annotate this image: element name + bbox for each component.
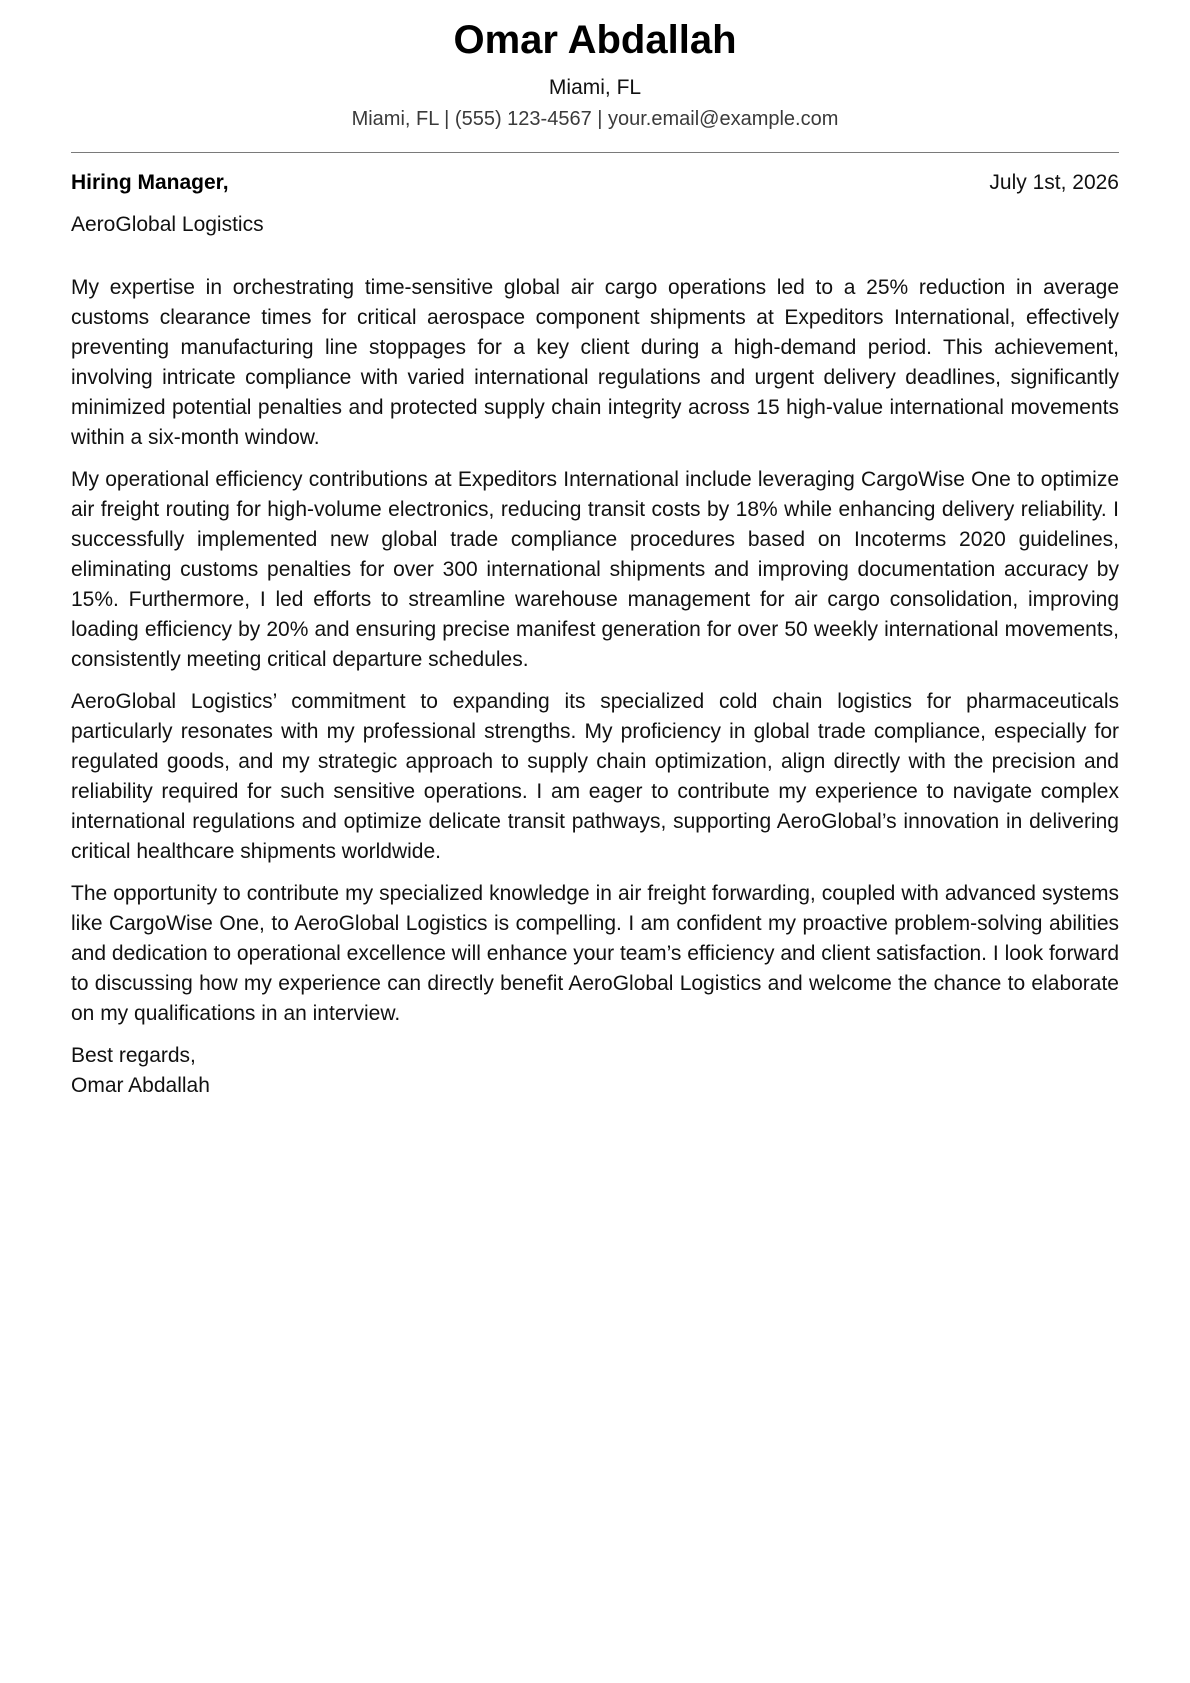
recipient-date-row	[71, 169, 1119, 197]
body-paragraph-3: AeroGlobal Logistics’ commitment to expanding its specialized cold chain logistics for pharmaceuticals particularly resonates with my professional strengths. My proficiency in global trade compliance, especially for regulated goods, and my strategic approach to supply chain optimization, align directly with the precision and reliability required for such sensitive operations. I am eager to contribute my experience to navigate complex international regulations and optimize delicate transit pathways, supporting AeroGlobal’s innovation in delivering critical healthcare shipments worldwide.	[71, 690, 1119, 863]
header-divider	[71, 152, 1119, 153]
letter-date: July 1st, 2026	[989, 171, 1119, 194]
closing-signature: Omar Abdallah	[71, 1074, 210, 1097]
sender-location: Miami, FL	[548, 76, 642, 99]
sender-contact-line: Miami, FL | (555) 123-4567 | your.email@example.com	[351, 108, 839, 130]
recipient-company: AeroGlobal Logistics	[71, 213, 264, 236]
letter-closing	[71, 1041, 1119, 1101]
letter-header	[71, 0, 1119, 132]
sender-name: Omar Abdallah	[453, 18, 737, 62]
body-paragraph-2: My operational efficiency contributions at Expeditors International include leveraging CargoWise One to optimize air freight routing for high-volume electronics, reducing transit costs by 18% while enhancing delivery reliability. I successfully implemented new global trade compliance procedures based on Incoterms 2020 guidelines, eliminating customs penalties for over 300 international shipments and improving documentation accuracy by 15%. Furthermore, I led efforts to streamline warehouse management for air cargo consolidation, improving loading efficiency by 20% and ensuring precise manifest generation for over 50 weekly international movements, consistently meeting critical departure schedules.	[71, 468, 1119, 671]
body-paragraph-4: The opportunity to contribute my specialized knowledge in air freight forwarding, coupled with advanced systems like CargoWise One, to AeroGlobal Logistics is compelling. I am confident my proactive problem-solving abilities and dedication to operational excellence will enhance your team’s efficiency and client satisfaction. I look forward to discussing how my experience can directly benefit AeroGlobal Logistics and welcome the chance to elaborate on my qualifications in an interview.	[71, 882, 1119, 1025]
body-paragraph-1: My expertise in orchestrating time-sensitive global air cargo operations led to a 25% reduction in average customs clearance times for critical aerospace component shipments at Expeditors International, effectively preventing manufacturing line stoppages for a key client during a high-demand period. This achievement, involving intricate compliance with varied international regulations and urgent delivery deadlines, significantly minimized potential penalties and protected supply chain integrity across 15 high-value international movements within a six-month window.	[71, 276, 1119, 449]
letter-body	[71, 273, 1119, 1029]
recipient-greeting: Hiring Manager,	[71, 171, 229, 194]
closing-salutation: Best regards,	[71, 1044, 196, 1067]
